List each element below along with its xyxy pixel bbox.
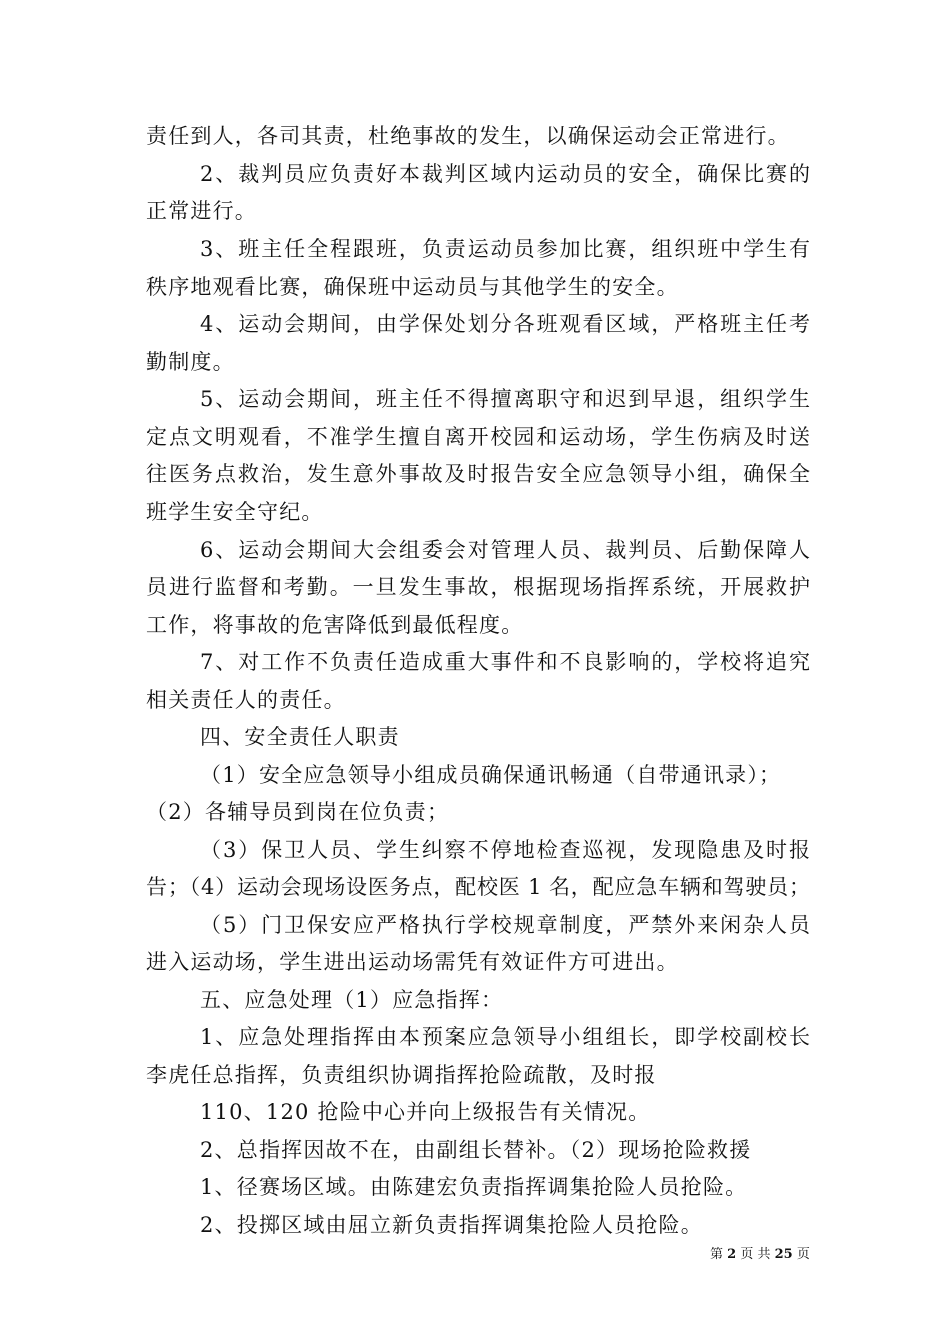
text-line: 李虎任总指挥，负责组织协调指挥抢险疏散，及时报 <box>146 1063 657 1087</box>
text-line: 5、运动会期间，班主任不得擅离职守和迟到早退，组织学生 <box>200 387 810 411</box>
text-line: 勤制度。 <box>146 350 235 374</box>
text-line: 责任到人，各司其责，杜绝事故的发生，以确保运动会正常进行。 <box>146 124 790 148</box>
text-line: 1、应急处理指挥由本预案应急领导小组组长，即学校副校长 <box>200 1025 810 1049</box>
text-line: 7、对工作不负责任造成重大事件和不良影响的，学校将追究 <box>200 650 810 674</box>
text-line: 工作，将事故的危害降低到最低程度。 <box>146 613 524 637</box>
text-line: 定点文明观看，不准学生擅自离开校园和运动场，学生伤病及时送 <box>146 425 810 449</box>
footer-middle: 页 共 <box>740 1247 771 1262</box>
text-line: 2、裁判员应负责好本裁判区域内运动员的安全，确保比赛的 <box>200 162 810 186</box>
text-line: 2、总指挥因故不在，由副组长替补。（2）现场抢险救援 <box>200 1138 752 1162</box>
text-line: 相关责任人的责任。 <box>146 688 346 712</box>
text-line: 进入运动场，学生进出运动场需凭有效证件方可进出。 <box>146 950 679 974</box>
current-page-number: 2 <box>727 1247 737 1262</box>
page-footer <box>710 1246 810 1264</box>
text-line: 往医务点救治，发生意外事故及时报告安全应急领导小组，确保全 <box>146 462 810 486</box>
section-heading: 四、安全责任人职责 <box>200 725 400 749</box>
text-line: （1）安全应急领导小组成员确保通讯畅通（自带通讯录）； <box>200 763 782 787</box>
text-line: （5）门卫保安应严格执行学校规章制度，严禁外来闲杂人员 <box>200 913 810 937</box>
text-line: 4、运动会期间，由学保处划分各班观看区域，严格班主任考 <box>200 312 810 336</box>
text-line: 2、投掷区域由屈立新负责指挥调集抢险人员抢险。 <box>200 1213 703 1237</box>
footer-prefix: 第 <box>710 1247 724 1262</box>
text-line: 6、运动会期间大会组委会对管理人员、裁判员、后勤保障人 <box>200 538 810 562</box>
text-line: 正常进行。 <box>146 199 257 223</box>
total-pages-number: 25 <box>774 1247 793 1262</box>
footer-suffix: 页 <box>796 1247 810 1262</box>
text-line: 1、径赛场区域。由陈建宏负责指挥调集抢险人员抢险。 <box>200 1175 748 1199</box>
text-line: 3、班主任全程跟班，负责运动员参加比赛，组织班中学生有 <box>200 237 810 261</box>
text-line: （3）保卫人员、学生纠察不停地检查巡视，发现隐患及时报 <box>200 838 810 862</box>
text-line: 110、120 抢险中心并向上级报告有关情况。 <box>200 1100 651 1124</box>
section-heading: 五、应急处理（1）应急指挥： <box>200 988 504 1012</box>
text-line: （2）各辅导员到岗在位负责； <box>146 800 450 824</box>
text-line: 告；（4）运动会现场设医务点，配校医 1 名，配应急车辆和驾驶员； <box>146 875 810 899</box>
text-line: 员进行监督和考勤。一旦发生事故，根据现场指挥系统，开展救护 <box>146 575 810 599</box>
text-line: 秩序地观看比赛，确保班中运动员与其他学生的安全。 <box>146 275 679 299</box>
text-line: 班学生安全守纪。 <box>146 500 324 524</box>
